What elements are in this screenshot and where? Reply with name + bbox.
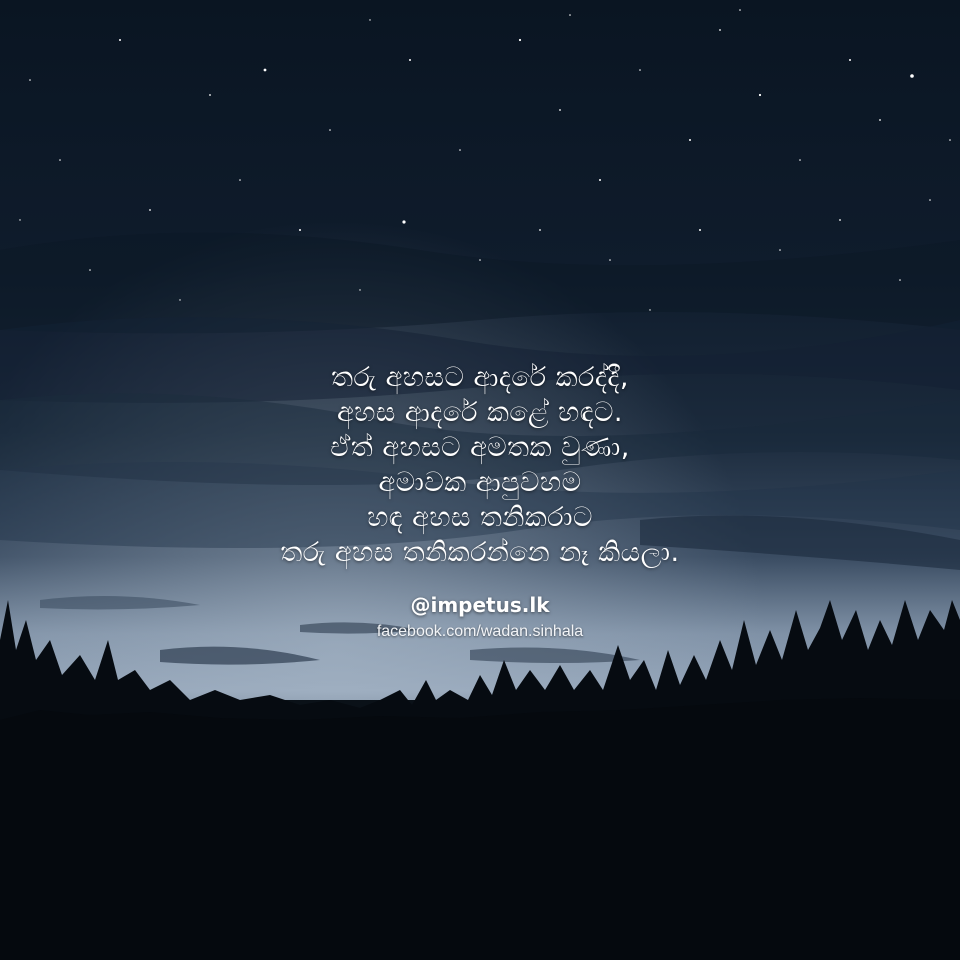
instagram-handle: @impetus.lk [410,593,550,617]
quote-line: අහස ආදරේ කළේ හඳට. [336,397,624,428]
sinhala-quote [180,360,780,570]
quote-line: අමාවක ආපුවහම [378,467,582,498]
facebook-page-link: facebook.com/wadan.sinhala [376,623,584,640]
quote-line: තරු අහසට ආදරේ කරද්දී, [331,362,629,393]
quote-line: හඳ අහස තනිකරාට [367,502,593,533]
quote-line: තරු අහස තනිකරන්නෙ නෑ කියලා. [280,537,680,568]
quote-line: ඒත් අහසට අමතක වුණා, [330,432,630,463]
